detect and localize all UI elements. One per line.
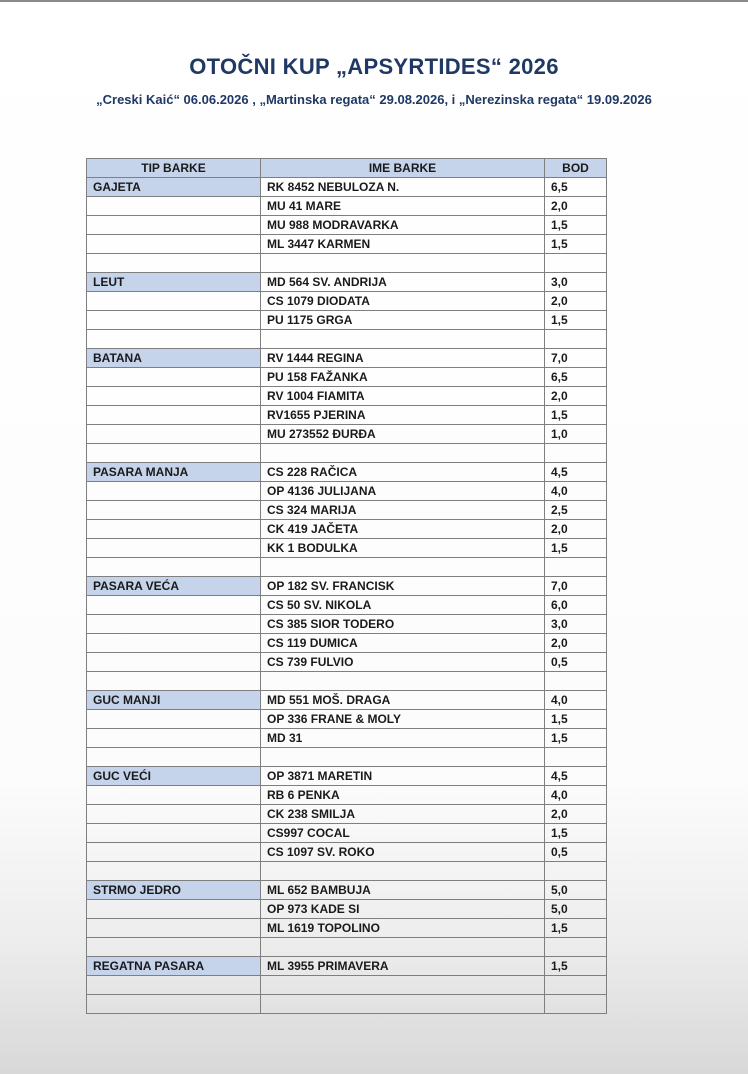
points-cell: 1,5 bbox=[545, 216, 607, 235]
table-row bbox=[87, 596, 607, 615]
table-row bbox=[87, 672, 607, 691]
boat-name-cell bbox=[261, 672, 545, 691]
table-row bbox=[87, 900, 607, 919]
boat-type-cell bbox=[87, 368, 261, 387]
boat-name-cell: KK 1 BODULKA bbox=[261, 539, 545, 558]
points-cell: 6,5 bbox=[545, 368, 607, 387]
points-cell: 6,5 bbox=[545, 178, 607, 197]
boat-type-cell bbox=[87, 805, 261, 824]
points-cell: 2,0 bbox=[545, 805, 607, 824]
points-cell bbox=[545, 672, 607, 691]
boat-type-cell bbox=[87, 292, 261, 311]
header-points: BOD bbox=[545, 159, 607, 178]
boat-type-cell bbox=[87, 900, 261, 919]
boat-type-cell bbox=[87, 216, 261, 235]
boat-type-cell bbox=[87, 197, 261, 216]
table-row bbox=[87, 501, 607, 520]
header-boat-name: IME BARKE bbox=[261, 159, 545, 178]
boat-type-cell: GAJETA bbox=[87, 178, 261, 197]
boat-type-cell bbox=[87, 729, 261, 748]
table-row bbox=[87, 824, 607, 843]
boat-name-cell: CS 1079 DIODATA bbox=[261, 292, 545, 311]
points-cell: 7,0 bbox=[545, 349, 607, 368]
boat-name-cell bbox=[261, 862, 545, 881]
boat-name-cell: CK 238 SMILJA bbox=[261, 805, 545, 824]
table-row bbox=[87, 178, 607, 197]
table-row bbox=[87, 558, 607, 577]
points-cell bbox=[545, 558, 607, 577]
boat-type-cell: REGATNA PASARA bbox=[87, 957, 261, 976]
boat-name-cell: PU 158 FAŽANKA bbox=[261, 368, 545, 387]
boat-type-cell bbox=[87, 501, 261, 520]
boat-name-cell bbox=[261, 444, 545, 463]
document-title: OTOČNI KUP „APSYRTIDES“ 2026 bbox=[189, 54, 559, 79]
boat-name-cell: MD 564 SV. ANDRIJA bbox=[261, 273, 545, 292]
points-cell bbox=[545, 995, 607, 1014]
boat-name-cell: ML 3955 PRIMAVERA bbox=[261, 957, 545, 976]
boat-type-cell bbox=[87, 748, 261, 767]
table-row bbox=[87, 520, 607, 539]
points-cell: 1,5 bbox=[545, 311, 607, 330]
points-cell bbox=[545, 938, 607, 957]
boat-name-cell bbox=[261, 558, 545, 577]
points-cell: 2,5 bbox=[545, 501, 607, 520]
points-cell bbox=[545, 254, 607, 273]
points-cell: 4,5 bbox=[545, 463, 607, 482]
table-row bbox=[87, 444, 607, 463]
table-row bbox=[87, 235, 607, 254]
boat-type-cell bbox=[87, 254, 261, 273]
table-row bbox=[87, 995, 607, 1014]
boat-name-cell: ML 1619 TOPOLINO bbox=[261, 919, 545, 938]
points-cell: 1,5 bbox=[545, 957, 607, 976]
boat-type-cell bbox=[87, 672, 261, 691]
boat-type-cell bbox=[87, 596, 261, 615]
document-subtitle: „Creski Kaić“ 06.06.2026 , „Martinska regata“ 29.08.2026, i „Nerezinska regata“ 19.09.2026 bbox=[96, 92, 652, 107]
points-cell: 4,5 bbox=[545, 767, 607, 786]
boat-name-cell bbox=[261, 995, 545, 1014]
table-row bbox=[87, 691, 607, 710]
points-cell: 1,5 bbox=[545, 539, 607, 558]
points-cell bbox=[545, 444, 607, 463]
boat-type-cell bbox=[87, 786, 261, 805]
boat-name-cell: MD 31 bbox=[261, 729, 545, 748]
points-cell bbox=[545, 748, 607, 767]
boat-name-cell: MD 551 MOŠ. DRAGA bbox=[261, 691, 545, 710]
table-row bbox=[87, 634, 607, 653]
points-cell: 1,5 bbox=[545, 235, 607, 254]
boat-type-cell bbox=[87, 520, 261, 539]
boat-name-cell: MU 41 MARE bbox=[261, 197, 545, 216]
boat-name-cell: CS 385 SIOR TODERO bbox=[261, 615, 545, 634]
boat-name-cell: CK 419 JAČETA bbox=[261, 520, 545, 539]
boat-name-cell: RV 1004 FIAMITA bbox=[261, 387, 545, 406]
boat-name-cell: ML 652 BAMBUJA bbox=[261, 881, 545, 900]
points-cell: 0,5 bbox=[545, 653, 607, 672]
boat-type-cell bbox=[87, 615, 261, 634]
boat-type-cell bbox=[87, 482, 261, 501]
points-cell: 7,0 bbox=[545, 577, 607, 596]
points-cell: 3,0 bbox=[545, 273, 607, 292]
boat-type-cell bbox=[87, 406, 261, 425]
table-row bbox=[87, 653, 607, 672]
points-cell bbox=[545, 976, 607, 995]
table-row bbox=[87, 216, 607, 235]
table-row bbox=[87, 729, 607, 748]
boat-type-cell bbox=[87, 330, 261, 349]
points-cell: 4,0 bbox=[545, 786, 607, 805]
boat-type-cell: GUC VEĆI bbox=[87, 767, 261, 786]
boat-type-cell: PASARA VEĆA bbox=[87, 577, 261, 596]
table-row bbox=[87, 463, 607, 482]
table-row bbox=[87, 862, 607, 881]
boat-name-cell bbox=[261, 976, 545, 995]
points-cell bbox=[545, 330, 607, 349]
boat-name-cell bbox=[261, 330, 545, 349]
points-cell: 1,5 bbox=[545, 919, 607, 938]
boat-type-cell: STRMO JEDRO bbox=[87, 881, 261, 900]
table-row bbox=[87, 710, 607, 729]
top-border-line bbox=[0, 0, 748, 2]
boat-type-cell: GUC MANJI bbox=[87, 691, 261, 710]
points-cell: 5,0 bbox=[545, 900, 607, 919]
table-row bbox=[87, 254, 607, 273]
table-row bbox=[87, 919, 607, 938]
points-cell: 2,0 bbox=[545, 292, 607, 311]
boat-name-cell: CS 119 DUMICA bbox=[261, 634, 545, 653]
points-cell: 2,0 bbox=[545, 520, 607, 539]
boat-name-cell: OP 973 KADE SI bbox=[261, 900, 545, 919]
boat-name-cell: RV 1444 REGINA bbox=[261, 349, 545, 368]
boat-type-cell bbox=[87, 995, 261, 1014]
table-row bbox=[87, 976, 607, 995]
boat-name-cell: RK 8452 NEBULOZA N. bbox=[261, 178, 545, 197]
boat-name-cell: CS 1097 SV. ROKO bbox=[261, 843, 545, 862]
table-row bbox=[87, 406, 607, 425]
points-cell: 1,5 bbox=[545, 729, 607, 748]
boat-name-cell bbox=[261, 254, 545, 273]
table-row bbox=[87, 748, 607, 767]
points-cell: 1,0 bbox=[545, 425, 607, 444]
boat-name-cell: OP 3871 MARETIN bbox=[261, 767, 545, 786]
points-cell: 2,0 bbox=[545, 634, 607, 653]
boat-type-cell: LEUT bbox=[87, 273, 261, 292]
boat-type-cell bbox=[87, 843, 261, 862]
boat-type-cell bbox=[87, 558, 261, 577]
table-row bbox=[87, 197, 607, 216]
points-cell: 1,5 bbox=[545, 406, 607, 425]
boat-type-cell bbox=[87, 976, 261, 995]
table-row bbox=[87, 349, 607, 368]
boat-type-cell bbox=[87, 824, 261, 843]
points-cell: 4,0 bbox=[545, 691, 607, 710]
table-row bbox=[87, 957, 607, 976]
boat-name-cell: MU 988 MODRAVARKA bbox=[261, 216, 545, 235]
boat-type-cell bbox=[87, 862, 261, 881]
boat-name-cell: CS 739 FULVIO bbox=[261, 653, 545, 672]
boat-name-cell: CS 228 RAČICA bbox=[261, 463, 545, 482]
points-cell: 2,0 bbox=[545, 197, 607, 216]
boat-type-cell bbox=[87, 539, 261, 558]
points-cell: 4,0 bbox=[545, 482, 607, 501]
table-row bbox=[87, 387, 607, 406]
points-cell bbox=[545, 862, 607, 881]
points-cell: 2,0 bbox=[545, 387, 607, 406]
table-row bbox=[87, 805, 607, 824]
results-table bbox=[86, 158, 607, 1014]
table-row bbox=[87, 482, 607, 501]
boat-name-cell: CS 324 MARIJA bbox=[261, 501, 545, 520]
points-cell: 0,5 bbox=[545, 843, 607, 862]
table-row bbox=[87, 425, 607, 444]
boat-type-cell: BATANA bbox=[87, 349, 261, 368]
boat-type-cell bbox=[87, 311, 261, 330]
boat-name-cell bbox=[261, 748, 545, 767]
table-row bbox=[87, 615, 607, 634]
boat-name-cell: OP 4136 JULIJANA bbox=[261, 482, 545, 501]
boat-type-cell bbox=[87, 425, 261, 444]
table-row bbox=[87, 786, 607, 805]
boat-name-cell: CS997 COCAL bbox=[261, 824, 545, 843]
boat-type-cell bbox=[87, 235, 261, 254]
table-body bbox=[87, 178, 607, 1014]
boat-type-cell bbox=[87, 938, 261, 957]
boat-type-cell bbox=[87, 710, 261, 729]
header-boat-type: TIP BARKE bbox=[87, 159, 261, 178]
boat-type-cell bbox=[87, 387, 261, 406]
boat-type-cell bbox=[87, 919, 261, 938]
table-row bbox=[87, 577, 607, 596]
table-row bbox=[87, 843, 607, 862]
boat-name-cell: CS 50 SV. NIKOLA bbox=[261, 596, 545, 615]
table-row bbox=[87, 330, 607, 349]
boat-name-cell: OP 336 FRANE & MOLY bbox=[261, 710, 545, 729]
table-row bbox=[87, 539, 607, 558]
table-row bbox=[87, 881, 607, 900]
points-cell: 3,0 bbox=[545, 615, 607, 634]
points-cell: 1,5 bbox=[545, 824, 607, 843]
table-row bbox=[87, 368, 607, 387]
boat-name-cell: OP 182 SV. FRANCISK bbox=[261, 577, 545, 596]
table-row bbox=[87, 292, 607, 311]
points-cell: 1,5 bbox=[545, 710, 607, 729]
boat-name-cell: MU 273552 ĐURĐA bbox=[261, 425, 545, 444]
boat-type-cell bbox=[87, 634, 261, 653]
boat-name-cell: ML 3447 KARMEN bbox=[261, 235, 545, 254]
table-row bbox=[87, 938, 607, 957]
boat-type-cell: PASARA MANJA bbox=[87, 463, 261, 482]
points-cell: 5,0 bbox=[545, 881, 607, 900]
boat-name-cell bbox=[261, 938, 545, 957]
table-row bbox=[87, 311, 607, 330]
boat-name-cell: RV1655 PJERINA bbox=[261, 406, 545, 425]
boat-type-cell bbox=[87, 444, 261, 463]
table-header-row bbox=[87, 159, 607, 178]
table-row bbox=[87, 273, 607, 292]
table-row bbox=[87, 767, 607, 786]
boat-name-cell: PU 1175 GRGA bbox=[261, 311, 545, 330]
points-cell: 6,0 bbox=[545, 596, 607, 615]
boat-name-cell: RB 6 PENKA bbox=[261, 786, 545, 805]
boat-type-cell bbox=[87, 653, 261, 672]
